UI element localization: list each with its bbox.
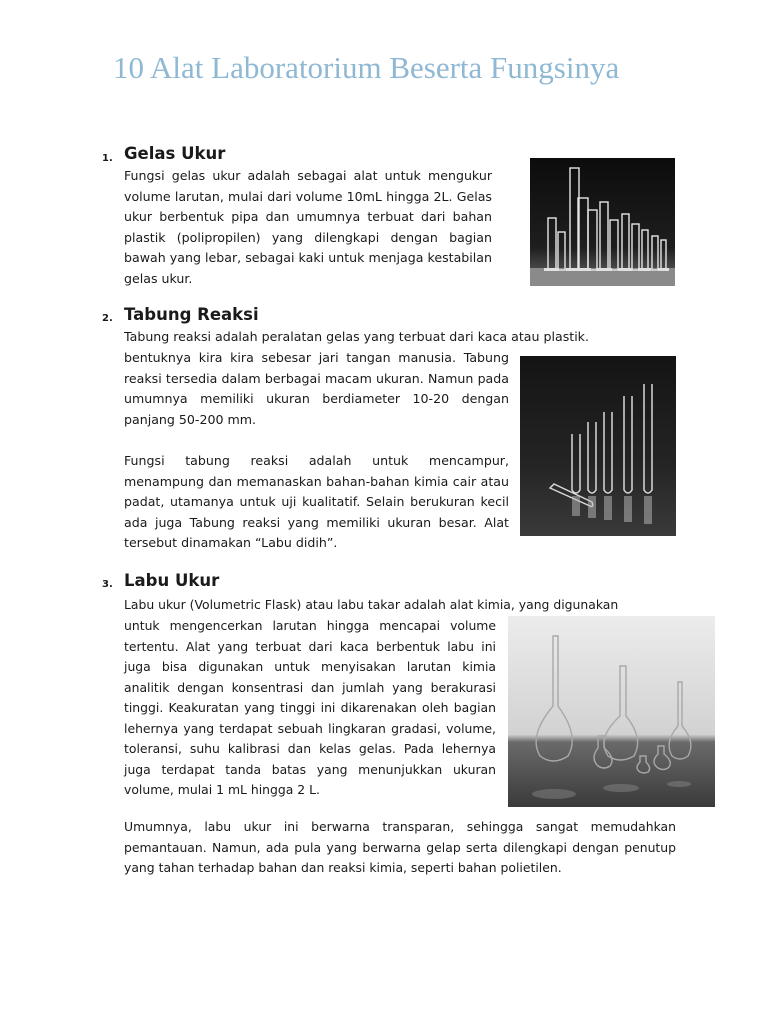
section-paragraph: Fungsi gelas ukur adalah sebagai alat untuk mengukur volume larutan, mulai dari volume 10mL hingga 2L. Gelas ukur berbentuk pipa dan umumnya terbuat dari bahan plastik (polipropilen) yang dilengkapi dengan bagian bawah yang lebar, sebagai kaki untuk menjaga kestabilan gelas ukur.	[124, 168, 492, 286]
section-heading: Tabung Reaksi	[124, 305, 259, 324]
section-heading: Gelas Ukur	[124, 144, 226, 163]
section-number: 3.	[102, 579, 113, 590]
section-heading: Labu Ukur	[124, 571, 220, 590]
section-number: 2.	[102, 313, 113, 324]
section-paragraph: Labu ukur (Volumetric Flask) atau labu takar adalah alat kimia, yang digunakan	[124, 597, 619, 612]
section-number: 1.	[102, 153, 113, 164]
volumetric-flasks-photo	[508, 616, 715, 807]
document-title: 10 Alat Laboratorium Beserta Fungsinya	[113, 50, 620, 85]
section-paragraph: Tabung reaksi adalah peralatan gelas yang terbuat dari kaca atau plastik.	[124, 329, 589, 344]
test-tubes-photo	[520, 356, 676, 536]
section-paragraph: bentuknya kira kira sebesar jari tangan manusia. Tabung reaksi tersedia dalam berbagai macam ukuran. Namun pada umumnya memiliki ukuran berdiameter 10-20 dengan panjang 50-200 mm.	[124, 350, 509, 427]
section-paragraph: untuk mengencerkan larutan hingga mencapai volume tertentu. Alat yang terbuat dari kaca berbentuk labu ini juga bisa digunakan untuk menyisakan larutan kimia analitik dengan konsentrasi dan jumlah yang berakurasi tinggi. Keakuratan yang tinggi ini dikarenakan oleh bagian lehernya yang terdapat sebuah lingkaran gradasi, volume, toleransi, suhu kalibrasi dan kelas gelas. Pada lehernya juga terdapat tanda batas yang menunjukkan ukuran volume, mulai 1 mL hingga 2 L.	[124, 618, 496, 797]
section-paragraph: Umumnya, labu ukur ini berwarna transparan, sehingga sangat memudahkan pemantauan. Namun, ada pula yang berwarna gelap serta dilengkapi dengan penutup yang tahan terhadap bahan dan reaksi kimia, seperti bahan polietilen.	[124, 819, 676, 875]
graduated-cylinders-photo	[530, 158, 675, 286]
section-paragraph: Fungsi tabung reaksi adalah untuk mencampur, menampung dan memanaskan bahan-bahan kimia cair atau padat, utamanya untuk uji kualitatif. Selain berukuran kecil ada juga Tabung reaksi yang memiliki ukuran besar. Alat tersebut dinamakan “Labu didih”.	[124, 453, 509, 550]
